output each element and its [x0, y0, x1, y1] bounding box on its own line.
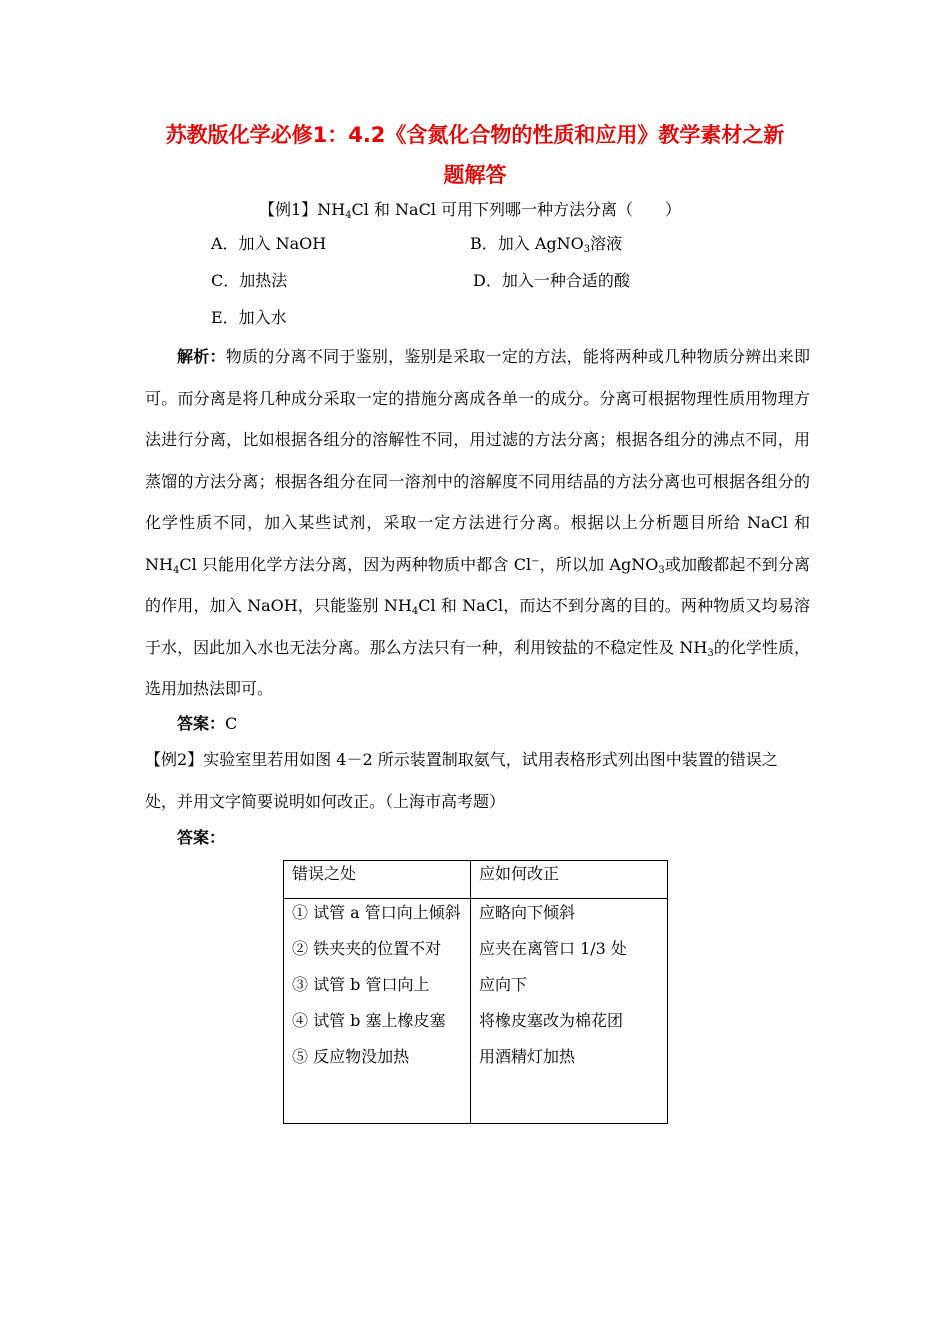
example1-label: 【例1】	[259, 200, 318, 219]
table-header-row	[284, 861, 668, 899]
error-item: ⑤ 反应物没加热	[292, 1047, 410, 1066]
option-d: D．加入一种合适的酸	[473, 271, 630, 290]
fix-item: 应向下	[479, 975, 528, 994]
fixes-cell	[471, 899, 668, 1124]
fix-item: 应夹在离管口 1/3 处	[479, 939, 627, 958]
option-c: C．加热法	[211, 271, 288, 290]
errors-cell	[284, 899, 471, 1124]
error-item: ④ 试管 b 塞上橡皮塞	[292, 1011, 446, 1030]
example2-line1: 【例2】实验室里若用如图 4－2 所示装置制取氨气，试用表格形式列出图中装置的错误之	[145, 750, 778, 769]
fix-item: 用酒精灯加热	[479, 1047, 576, 1066]
error-item: ① 试管 a 管口向上倾斜	[292, 903, 461, 922]
doc-title-line2: 题解答	[443, 163, 507, 187]
example2-line2: 处，并用文字简要说明如何改正。（上海市高考题）	[145, 792, 506, 811]
analysis-paragraph: 解析：物质的分离不同于鉴别，鉴别是采取一定的方法，能将两种或几种物质分辨出来即可。而分离是将几种成分采取一定的措施分离成各单一的成分。分离可根据物理性质用物理方法进行分离，比如根据各组分的溶解性不同，用过滤的方法分离；根据各组分的沸点不同，用蒸馏的方法分离；根据各组分在同一溶剂中的溶解度不同用结晶的方法分离也可根据各组分的化学性质不同，加入某些试剂，采取一定方法进行分离。根据以上分析题目所给 NaCl 和 $NH_4Cl$ 只能用化学方法分离，因为两种物质中都含 Cl−，所以加 AgNO$_3$或加酸都起不到分离的作用，加入 NaOH，只能鉴别 $NH_4Cl$ 和 NaCl，而达不到分离的目的。两种物质又均易溶于水，因此加入水也无法分离。那么方法只有一种，利用铵盐的不稳定性及 $NH_3$的化学性质，选用加热法即可。	[145, 347, 810, 698]
fix-item: 应略向下倾斜	[479, 903, 576, 922]
answer1-value: C	[225, 714, 238, 733]
example2-label: 【例2】	[145, 750, 204, 769]
option-e: E．加入水	[211, 308, 287, 327]
doc-title-line1: 苏教版化学必修1：4.2《含氮化合物的性质和应用》教学素材之新	[165, 123, 785, 147]
answer2-label: 答案：	[177, 828, 226, 847]
option-b: B．加入 AgNO$_3$溶液	[470, 234, 623, 255]
answer1-label: 答案：	[177, 714, 226, 733]
option-a: A．加入 NaOH	[211, 234, 327, 253]
error-item: ③ 试管 b 管口向上	[292, 975, 430, 994]
error-item: ② 铁夹夹的位置不对	[292, 939, 442, 958]
header-errors: 错误之处	[284, 861, 471, 899]
example1-question: 【例1】$NH_4Cl$ 和 NaCl 可用下列哪一种方法分离（ ）	[259, 200, 682, 221]
answer1	[177, 714, 237, 734]
answer-table	[283, 860, 668, 1124]
table-row	[284, 899, 668, 1124]
header-fixes: 应如何改正	[471, 861, 668, 899]
analysis-label: 解析：	[177, 347, 226, 366]
fix-item: 将橡皮塞改为棉花团	[479, 1011, 624, 1030]
